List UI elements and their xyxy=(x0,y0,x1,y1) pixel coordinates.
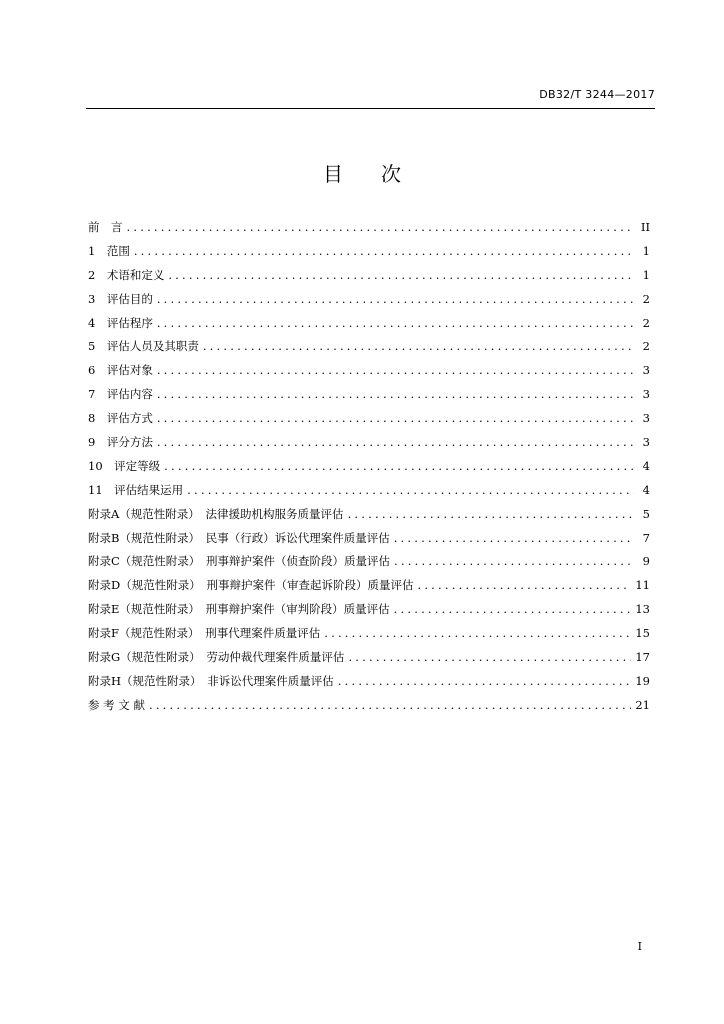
toc-entry-page: 1 xyxy=(642,267,650,282)
toc-entry-page: 4 xyxy=(642,458,650,473)
toc-entry-page: 13 xyxy=(635,602,650,617)
toc-entry-label: 附录H（规范性附录） 非诉讼代理案件质量评估 xyxy=(88,673,334,688)
toc-entry-label: 1 范围 xyxy=(88,243,130,258)
page-number: I xyxy=(637,940,642,953)
toc-entry-annex-f[interactable] xyxy=(88,622,650,646)
toc-entry-page: 3 xyxy=(642,435,650,450)
toc-entry-page: 15 xyxy=(635,626,650,641)
toc-dot-leader xyxy=(394,527,634,551)
toc-dot-leader xyxy=(157,383,634,407)
toc-dot-leader xyxy=(394,550,634,574)
toc-dot-leader xyxy=(203,335,634,359)
toc-entry-scoring[interactable] xyxy=(88,431,650,455)
toc-entry-page: 5 xyxy=(642,506,650,521)
toc-entry-page: 19 xyxy=(635,673,650,688)
toc-dot-leader xyxy=(157,288,634,312)
toc-entry-label: 4 评估程序 xyxy=(88,315,153,330)
toc-dot-leader xyxy=(417,574,631,598)
toc-dot-leader xyxy=(134,240,634,264)
toc-entry-annex-h[interactable] xyxy=(88,670,650,694)
toc-dot-leader xyxy=(324,622,631,646)
toc-dot-leader xyxy=(338,670,632,694)
toc-entry-label: 附录C（规范性附录） 刑事辩护案件（侦查阶段）质量评估 xyxy=(88,554,391,569)
toc-entry-annex-d[interactable] xyxy=(88,574,650,598)
toc-entry-label: 3 评估目的 xyxy=(88,291,153,306)
toc-entry-label: 附录B（规范性附录） 民事（行政）诉讼代理案件质量评估 xyxy=(88,530,390,545)
header-divider xyxy=(86,108,655,109)
toc-entry-label: 前 言 xyxy=(88,220,123,234)
toc-entry-page: 3 xyxy=(642,387,650,402)
toc-entry-content[interactable] xyxy=(88,383,650,407)
toc-entry-personnel[interactable] xyxy=(88,335,650,359)
document-code: DB32/T 3244—2017 xyxy=(539,88,655,101)
toc-entry-label: 7 评估内容 xyxy=(88,387,153,402)
toc-dot-leader xyxy=(157,431,634,455)
toc-dot-leader xyxy=(149,694,631,718)
toc-entry-label: 附录E（规范性附录） 刑事辩护案件（审判阶段）质量评估 xyxy=(88,602,390,617)
toc-entry-label: 5 评估人员及其职责 xyxy=(88,339,199,354)
toc-entry-method[interactable] xyxy=(88,407,650,431)
page-title: 目次 xyxy=(323,162,439,186)
toc-entry-label: 附录G（规范性附录） 劳动仲裁代理案件质量评估 xyxy=(88,650,345,665)
toc-entry-label: 附录A（规范性附录） 法律援助机构服务质量评估 xyxy=(88,506,344,521)
toc-entry-purpose[interactable] xyxy=(88,288,650,312)
toc-entry-annex-g[interactable] xyxy=(88,646,650,670)
toc-dot-leader xyxy=(164,455,634,479)
toc-dot-leader xyxy=(127,216,635,240)
toc-dot-leader xyxy=(348,503,634,527)
toc-entry-annex-b[interactable] xyxy=(88,527,650,551)
toc-entry-page: 4 xyxy=(642,482,650,497)
toc-entry-label: 9 评分方法 xyxy=(88,435,153,450)
toc-entry-page: 3 xyxy=(642,363,650,378)
toc-entry-annex-a[interactable] xyxy=(88,503,650,527)
toc-entry-terms[interactable] xyxy=(88,264,650,288)
toc-entry-label: 2 术语和定义 xyxy=(88,267,165,282)
toc-entry-page: 2 xyxy=(642,339,650,354)
toc-entry-page: 7 xyxy=(642,530,650,545)
toc-entry-annex-e[interactable] xyxy=(88,598,650,622)
toc-entry-page: II xyxy=(640,220,650,234)
toc-entry-bibliography[interactable] xyxy=(88,694,650,718)
toc-entry-page: 2 xyxy=(642,291,650,306)
toc-entry-label: 10 评定等级 xyxy=(88,458,161,473)
toc-dot-leader xyxy=(348,646,631,670)
toc-entry-page: 11 xyxy=(635,578,650,593)
toc-entry-grading[interactable] xyxy=(88,455,650,479)
toc-entry-procedure[interactable] xyxy=(88,312,650,336)
toc-entry-label: 6 评估对象 xyxy=(88,363,153,378)
toc-entry-label: 附录F（规范性附录） 刑事代理案件质量评估 xyxy=(88,626,321,641)
toc-entry-label: 8 评估方式 xyxy=(88,411,153,426)
table-of-contents xyxy=(88,216,650,718)
toc-entry-scope[interactable] xyxy=(88,240,650,264)
toc-entry-foreword[interactable] xyxy=(88,216,650,240)
toc-entry-page: 1 xyxy=(642,243,650,258)
toc-entry-label: 11 评估结果运用 xyxy=(88,482,184,497)
toc-entry-results[interactable] xyxy=(88,479,650,503)
toc-dot-leader xyxy=(157,312,634,336)
toc-dot-leader xyxy=(394,598,632,622)
toc-entry-label: 参 考 文 献 xyxy=(88,697,145,712)
toc-entry-page: 21 xyxy=(635,697,650,712)
toc-dot-leader xyxy=(157,407,634,431)
toc-entry-page: 17 xyxy=(635,650,650,665)
toc-entry-page: 2 xyxy=(642,315,650,330)
toc-entry-page: 3 xyxy=(642,411,650,426)
toc-entry-subject[interactable] xyxy=(88,359,650,383)
toc-entry-label: 附录D（规范性附录） 刑事辩护案件（审查起诉阶段）质量评估 xyxy=(88,578,414,593)
toc-entry-page: 9 xyxy=(642,554,650,569)
toc-dot-leader xyxy=(157,359,634,383)
toc-dot-leader xyxy=(168,264,634,288)
toc-dot-leader xyxy=(187,479,634,503)
toc-entry-annex-c[interactable] xyxy=(88,550,650,574)
